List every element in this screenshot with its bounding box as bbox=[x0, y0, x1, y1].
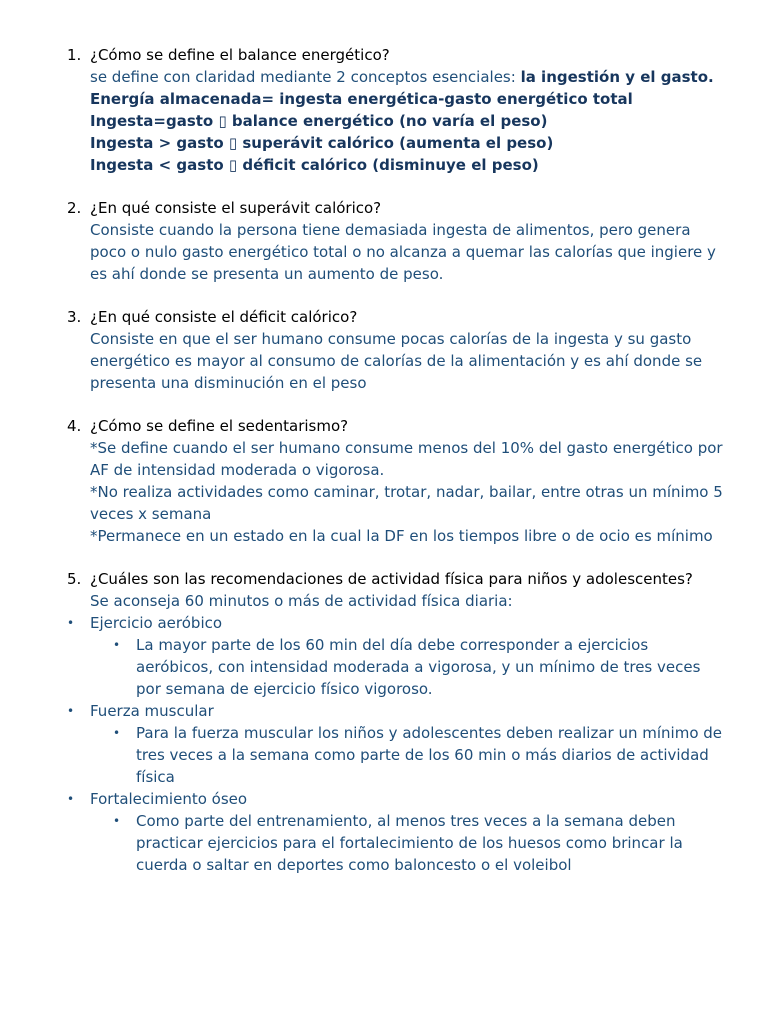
question-1 bbox=[0, 44, 768, 176]
answer-intro: se define con claridad mediante 2 conceptos esenciales: bbox=[90, 68, 521, 86]
bullet-icon: • bbox=[113, 814, 121, 828]
question-title: ¿En qué consiste el déficit calórico? bbox=[90, 308, 358, 326]
question-4 bbox=[0, 415, 768, 547]
bullet-icon: • bbox=[113, 638, 121, 652]
question-5 bbox=[0, 568, 768, 612]
answer-text: Consiste en que el ser humano consume pocas calorías de la ingesta y su gasto energético es mayor al consumo de calorías de la alimentación y es ahí donde se presenta una disminución en el peso bbox=[90, 330, 703, 392]
bullet-icon: • bbox=[67, 704, 75, 718]
question-number: 5. bbox=[67, 570, 82, 588]
question-number: 4. bbox=[67, 417, 82, 435]
list-item-label: Fortalecimiento óseo bbox=[90, 790, 248, 808]
question-title: ¿Cuáles son las recomendaciones de actividad física para niños y adolescentes? bbox=[90, 570, 693, 588]
answer-text: Se aconseja 60 minutos o más de actividad física diaria: bbox=[90, 592, 513, 610]
answer-text bbox=[90, 66, 728, 88]
bullet-icon: • bbox=[113, 726, 121, 740]
sub-list-item-text: Como parte del entrenamiento, al menos tres veces a la semana deben practicar ejercicios para el fortalecimiento de los huesos como brincar la cuerda o saltar en deportes como baloncesto o el voleibol bbox=[136, 812, 683, 874]
question-number: 2. bbox=[67, 199, 82, 217]
formula-line: Energía almacenada= ingesta energética-gasto energético total bbox=[90, 90, 633, 108]
bullet-icon: • bbox=[67, 792, 75, 806]
recommendations-list bbox=[0, 612, 768, 876]
question-number: 3. bbox=[67, 308, 82, 326]
list-item-label: Ejercicio aeróbico bbox=[90, 614, 223, 632]
sub-list-item-text: Para la fuerza muscular los niños y adolescentes deben realizar un mínimo de tres veces a la semana como parte de los 60 min o más diarios de actividad física bbox=[136, 724, 723, 786]
answer-text: Consiste cuando la persona tiene demasiada ingesta de alimentos, pero genera poco o nulo gasto energético total o no alcanza a quemar las calorías que ingiere y es ahí donde se presenta un aumento de peso. bbox=[90, 221, 716, 283]
sub-list-item bbox=[0, 810, 768, 876]
question-title: ¿Cómo se define el balance energético? bbox=[90, 46, 390, 64]
list-item-label: Fuerza muscular bbox=[90, 702, 214, 720]
question-2 bbox=[0, 197, 768, 285]
document-page bbox=[0, 44, 768, 876]
list-item bbox=[0, 612, 768, 634]
answer-intro-bold: la ingestión y el gasto. bbox=[520, 68, 714, 86]
formula-line: Ingesta < gasto ▯ déficit calórico (disminuye el peso) bbox=[90, 156, 539, 174]
question-title: ¿En qué consiste el superávit calórico? bbox=[90, 199, 382, 217]
answer-line: *Se define cuando el ser humano consume menos del 10% del gasto energético por AF de intensidad moderada o vigorosa. bbox=[90, 439, 723, 479]
question-3 bbox=[0, 306, 768, 394]
formula-line: Ingesta > gasto ▯ superávit calórico (aumenta el peso) bbox=[90, 134, 554, 152]
bullet-icon: • bbox=[67, 616, 75, 630]
question-number: 1. bbox=[67, 46, 82, 64]
question-title: ¿Cómo se define el sedentarismo? bbox=[90, 417, 349, 435]
sub-list-item bbox=[0, 634, 768, 700]
sub-list-item bbox=[0, 722, 768, 788]
list-item bbox=[0, 788, 768, 810]
list-item bbox=[0, 700, 768, 722]
answer-line: *No realiza actividades como caminar, trotar, nadar, bailar, entre otras un mínimo 5 veces x semana bbox=[90, 483, 723, 523]
sub-list-item-text: La mayor parte de los 60 min del día debe corresponder a ejercicios aeróbicos, con intensidad moderada a vigorosa, y un mínimo de tres veces por semana de ejercicio físico vigoroso. bbox=[136, 636, 701, 698]
answer-line: *Permanece en un estado en la cual la DF en los tiempos libre o de ocio es mínimo bbox=[90, 527, 713, 545]
formula-line: Ingesta=gasto ▯ balance energético (no varía el peso) bbox=[90, 112, 548, 130]
